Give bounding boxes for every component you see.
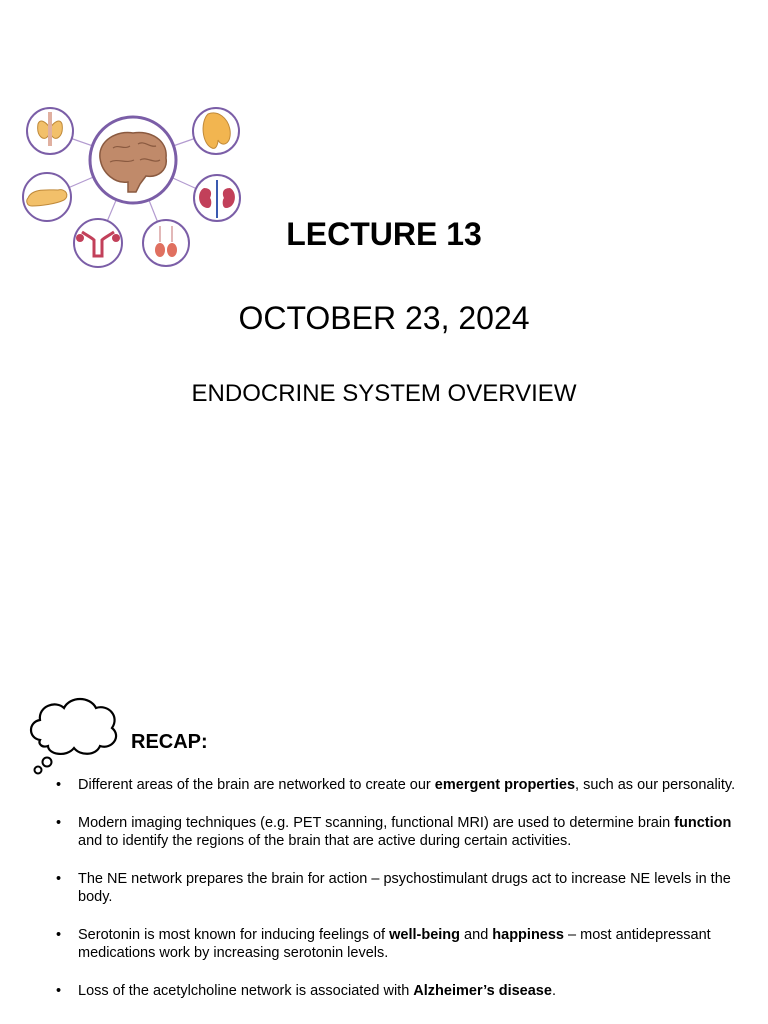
recap-list bbox=[56, 776, 746, 1020]
list-item bbox=[56, 870, 746, 906]
recap-heading: RECAP: bbox=[131, 731, 208, 753]
bullet-marker: • bbox=[56, 983, 62, 999]
item-emphasis: Alzheimer’s disease bbox=[413, 983, 552, 999]
bullet-marker: • bbox=[56, 777, 62, 793]
brain-icon bbox=[90, 117, 176, 203]
list-item bbox=[56, 926, 746, 962]
item-emphasis: happiness bbox=[492, 927, 564, 943]
thyroid-icon bbox=[27, 108, 73, 154]
item-text: Different areas of the brain are networked to create our bbox=[78, 777, 435, 793]
item-emphasis: well-being bbox=[389, 927, 461, 943]
kidneys-icon bbox=[194, 175, 240, 221]
item-text: , such as our personality. bbox=[575, 777, 736, 793]
item-text: The NE network prepares the brain for action – psychostimulant drugs act to increase NE levels in the body. bbox=[78, 871, 731, 905]
item-text: Loss of the acetylcholine network is associated with bbox=[78, 983, 414, 999]
lecture-date: OCTOBER 23, 2024 bbox=[238, 300, 530, 336]
bullet-marker: • bbox=[56, 815, 62, 831]
item-emphasis: emergent properties bbox=[434, 777, 576, 793]
lecture-title: LECTURE 13 bbox=[286, 216, 482, 252]
list-item bbox=[56, 982, 746, 1000]
thought-cloud-icon bbox=[26, 688, 122, 778]
bullet-marker: • bbox=[56, 927, 62, 943]
pancreas-icon bbox=[23, 173, 71, 221]
item-text: and to identify the regions of the brain that are active during certain activities. bbox=[78, 833, 572, 849]
item-text: Serotonin is most known for inducing feelings of bbox=[78, 927, 390, 943]
liver-icon bbox=[193, 108, 239, 154]
bullet-marker: • bbox=[56, 871, 62, 887]
item-text: Modern imaging techniques (e.g. PET scanning, functional MRI) are used to determine brain bbox=[78, 815, 675, 831]
item-text: and bbox=[460, 927, 493, 943]
list-item bbox=[56, 776, 746, 794]
list-item bbox=[56, 814, 746, 850]
item-text: – most antidepressant medications work by increasing serotonin levels. bbox=[78, 927, 711, 961]
item-emphasis: function bbox=[674, 815, 732, 831]
item-text: . bbox=[551, 983, 556, 999]
lecture-subtitle: ENDOCRINE SYSTEM OVERVIEW bbox=[191, 380, 577, 407]
